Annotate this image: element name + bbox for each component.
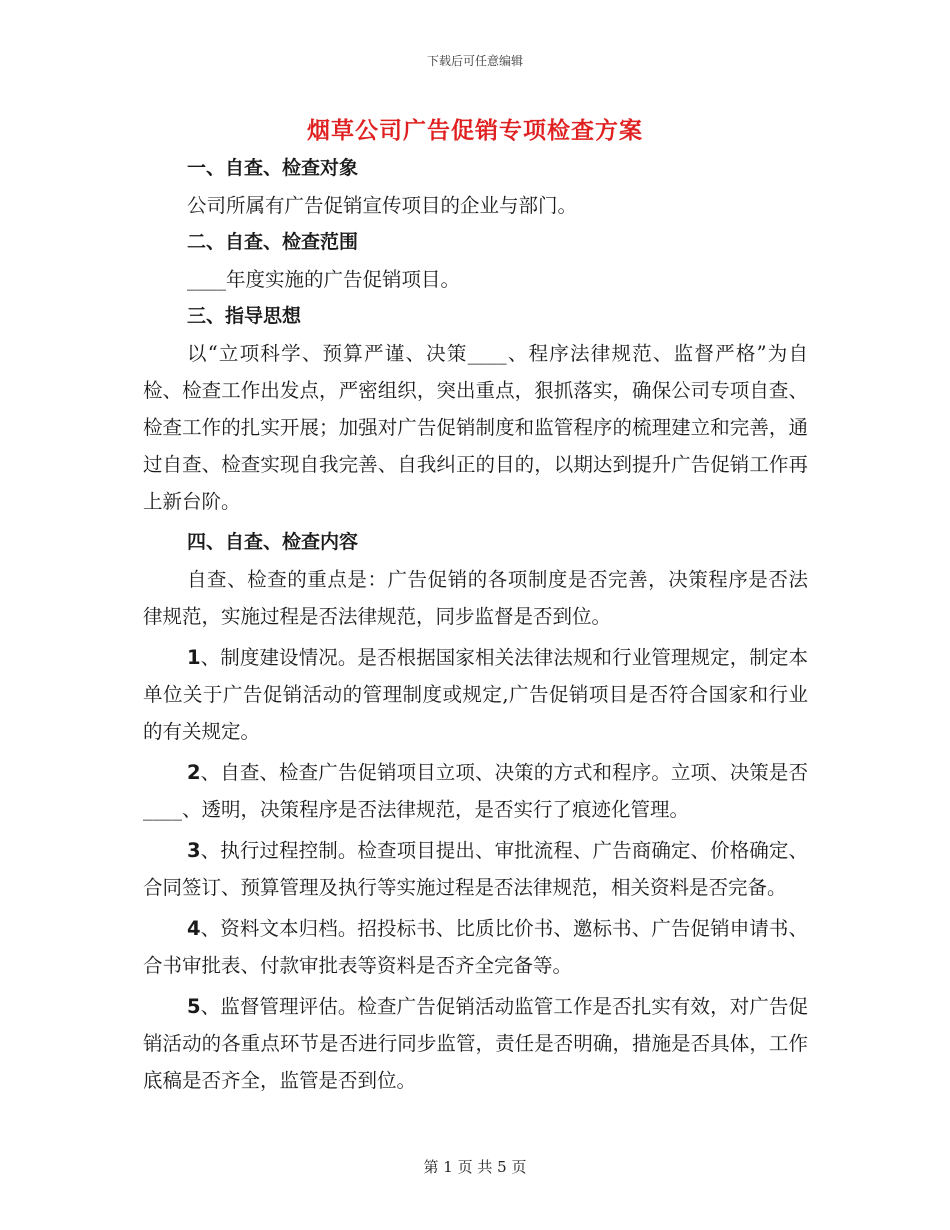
section-body-1: 公司所属有广告促销宣传项目的企业与部门。 — [187, 194, 578, 217]
section-heading-1: 一、自查、检查对象 — [187, 157, 359, 179]
list-item-5 — [143, 988, 808, 1099]
item-text: 、执行过程控制。检查项目提出、审批流程、广告商确定、价格确定、合同签订、预算管理及执行等实施过程是否法律规范，相关资料是否完备。 — [143, 839, 808, 899]
section-body-2: ____年度实施的广告促销项目。 — [187, 268, 461, 291]
list-item-4 — [143, 910, 808, 984]
header-note: 下载后可任意编辑 — [426, 54, 523, 68]
section-heading-4: 四、自查、检查内容 — [187, 531, 359, 553]
document-title: 烟草公司广告促销专项检查方案 — [307, 118, 643, 144]
section-body-3: 以“立项科学、预算严谨、决策____、程序法律规范、监督严格”为自检、检查工作出发点，严密组织，突出重点，狠抓落实，确保公司专项自查、检查工作的扎实开展；加强对广告促销制度和监管程序的梳理建立和完善，通过自查、检查实现自我完善、自我纠正的目的，以期达到提升广告促销工作再上新台阶。 — [143, 342, 808, 513]
item-number: 3 — [187, 839, 201, 862]
item-number: 4 — [187, 917, 201, 940]
item-text: 、制度建设情况。是否根据国家相关法律法规和行业管理规定，制定本单位关于广告促销活动的管理制度或规定,广告促销项目是否符合国家和行业的有关规定。 — [143, 646, 808, 743]
list-item-2 — [143, 754, 808, 828]
page-number: 第 1 页 共 5 页 — [423, 1158, 527, 1176]
section-heading-2: 二、自查、检查范围 — [187, 231, 359, 253]
item-number: 2 — [187, 761, 201, 784]
item-number: 1 — [187, 646, 201, 669]
list-item-1 — [143, 639, 808, 750]
item-text: 、自查、检查广告促销项目立项、决策的方式和程序。立项、决策是否____、透明，决策程序是否法律规范，是否实行了痕迹化管理。 — [143, 761, 808, 821]
list-item-3 — [143, 832, 808, 906]
item-text: 、监督管理评估。检查广告促销活动监管工作是否扎实有效，对广告促销活动的各重点环节是否进行同步监管，责任是否明确，措施是否具体，工作底稿是否齐全，监管是否到位。 — [143, 995, 808, 1092]
document-body — [143, 150, 808, 1099]
item-number: 5 — [187, 995, 201, 1018]
section-body-4: 自查、检查的重点是：广告促销的各项制度是否完善，决策程序是否法律规范，实施过程是否法律规范，同步监督是否到位。 — [143, 568, 808, 628]
item-text: 、资料文本归档。招投标书、比质比价书、邀标书、广告促销申请书、合书审批表、付款审批表等资料是否齐全完备等。 — [143, 917, 808, 977]
section-heading-3: 三、指导思想 — [187, 305, 302, 327]
